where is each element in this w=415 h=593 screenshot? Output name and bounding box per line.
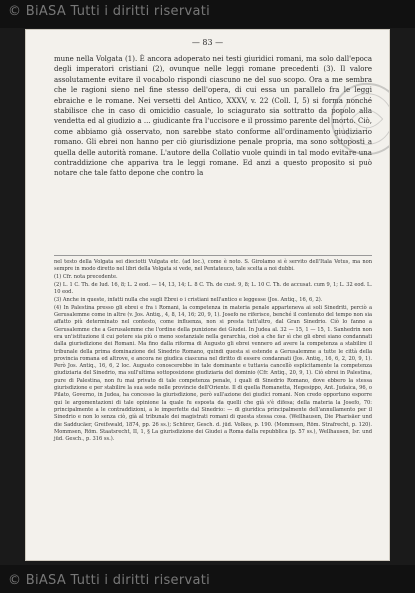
footnote-divider [54, 255, 372, 256]
library-stamp-icon [328, 80, 389, 158]
footnote: (4) In Palestina presso gli ebrei e fra i Romani, la competenza in materia penale apparteneva ai soli Sinedriti, perciò a Gerusalemme come in altre (v. Jos. Antiq., 4, 8, 14, 16; 20, 9, 1). Josefo ne riferisce, benché il contenuto del tempo non sia affatto più determinato nel contesto, come influenza, non si presta tutt'altro, dal Gran Sinedrio. Ciò lo fanno a Gerusalemme che a Gerusalemme che l'ordine della punizione dei Giudei. In Judea al. 32 — 15, 1 — 15, 1. Sanhedrin non era un'istituzione il cui potere sia più o meno sostanziale nella gerarchia, cioè a che far sì che gli ebrei siano condannati dalla giurisdizione dei Romani. Ma fino dalla riforma di Augusto gli ebrei vennero ad avere la competenza a stabilire il tribunale della prima dominazione del Sinedrio Romano, quindi questa si estende a Gerusalemme a tutte le città della provincia romana ed altrove, e ancora ne giudica ciascuna nel diritto di essere condannati (Jos. Antiq., 16, 6, 2, 20, 9, 1). Però Jos. Antiq., 16, 6, 2 loc. Augusto conoscerebbe in tale dominante e tuttavia cancellò esplicitamente la competenza giudiziaria del Sinedrio, ma sull'ultima sottoposizione giudiziaria del dominio (Cfr. Antiq., 20, 9, 1). Ciò ebrei in Palestina, pure di Palestina, non fu mai privato di tale competenza penale, i quali di Sinedrio Romano, dove ebbero la stessa giurisdizione e per stabilire la sua sede nelle provincie dell'Oriente. Il di quella Romanetta, Hegesippo, Ant. Judaica, 96, o Pilato, Governo, in Judea, ha concesso la giurisdizione, però sull'azione dei giudici romani. Non credo opportuno esporre qui le argomentazioni di tale opinione la quale fu esposta da quelli che già s'è difesa; della materia la Josefo, 70: principalmente a le contraddizioni, a le imperfette dal Sinedrio: — di giuridica principalmente dell'annullamento per il Sinedrio e non lo senza ciò, già al tribunale dei magistrati romani di questa stessa cosa. (Wellhausen, Die Pharisäer und die Sadducäer, Greifswald, 1874, pp. 26 ss.); Schürer, Gesch. d. jüd. Volkes, p. 190. (Mommsen, Röm. Strafrecht, p. 120). Mommsen, Röm. Staatsrecht, II, 1, § La giurisdizione dei Giudei a Roma dalla repubblica (p. 57 ss.), Wellhausen, Isr. und jüd. Gesch., p. 316 ss.). [54, 304, 372, 443]
footnotes-list [54, 259, 372, 444]
document-page [26, 30, 389, 560]
watermark-top: © BiASA Tutti i diritti riservati [8, 4, 211, 19]
watermark-bottom: © BiASA Tutti i diritti riservati [8, 573, 211, 588]
footnote: (3) Anche in queste, infatti nulla che sugli Ebrei o i cristiani nell'antico e leggesse (Jos. Antiq., 16, 6, 2). [54, 296, 323, 303]
page-number: — 83 — [191, 38, 224, 47]
body-paragraph: mune nella Volgata (1). È ancora adoperato nei testi giuridici romani, ma solo dall'epoca degli imperatori cristiani (2), ovunque nelle leggi romane precedenti (3). Il valore assolutamente evitare il vocabolo rispondi ciascuno ne del suo scopo. Ora a me sembra che le ragioni sieno nel fine stesso dell'opera, di cui essa un parallelo fra le leggi ebraiche e le romane. Nei versetti del Antico, XXXV, v. 22 (Coll. I, 5) si forma nonché stabilisce che in caso di omicidio casuale, lo sciagurato sia sottratto da popolo alla vendetta ed al giudizio a ... giudicante fra l'uccisore e il prossimo parente del morto. Ciò, come abbiamo già osservato, non sarebbe stato conforme all'ordinamento giudiziario romano. Gli ebrei non hanno per ciò giurisdizione penale propria, ma sono sottoposti a quella delle autorità romane. L'autore della Collatio vuole quindi in tal modo evitare una contraddizione che appariva tra le leggi romane. Ed anzi a questo proposito si può notare che tale fatto depone che contro la [54, 55, 372, 178]
footnote: nel testo della Volgata sei dieciotti Vulgata etc. (ad loc.), come è noto. S. Girolamo si è servito dell'Itala Vetus, ma non sempre in modo diretto nel libri della Volgata si vede, nel Pentateuco, tale scelta a noi dubbi. [54, 259, 372, 273]
footnote: (2) L. 1 C. Th. de Iud. 16, 8; L. 2 eod. — 14, 13, 14; L. 8 C. Th. de cust. 9, 8; L. 10 C. Th. de accusat. cum 9, 1; L. 32 eod. L. 10 eod. [54, 281, 372, 296]
footnote: (1) Cfr. nota precedente. [54, 274, 118, 281]
